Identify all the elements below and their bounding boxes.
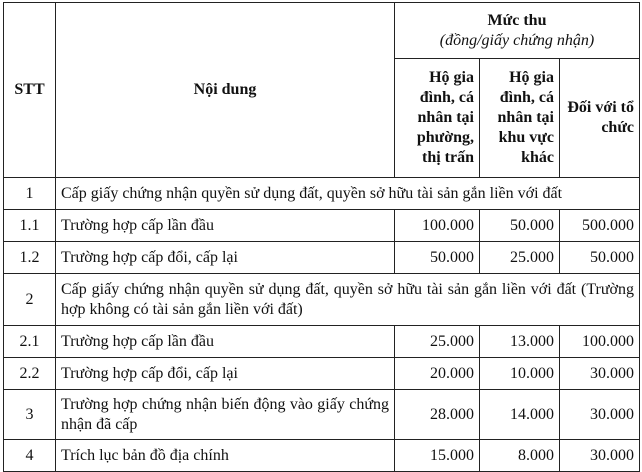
table-row <box>4 358 640 390</box>
header-muc-thu-label: Mức thu <box>487 11 547 29</box>
row-noi-dung: Cấp giấy chứng nhận quyền sử dụng đất, quyền sở hữu tài sản gắn liền với đất (Trường hợp không có tài sản gắn liền với đất) <box>56 274 640 326</box>
table-row <box>4 440 640 472</box>
row-fee-to-chuc: 30.000 <box>560 440 640 472</box>
row-noi-dung: Trường hợp cấp lần đầu <box>56 326 395 358</box>
row-fee-khac: 14.000 <box>480 390 560 440</box>
row-fee-phuong: 25.000 <box>395 326 480 358</box>
row-fee-to-chuc: 100.000 <box>560 326 640 358</box>
header-muc-thu-unit: (đồng/giấy chứng nhận) <box>439 31 595 49</box>
row-fee-to-chuc: 30.000 <box>560 390 640 440</box>
table-row <box>4 326 640 358</box>
row-noi-dung: Trích lục bản đồ địa chính <box>56 440 395 472</box>
row-fee-phuong: 28.000 <box>395 390 480 440</box>
row-fee-phuong: 15.000 <box>395 440 480 472</box>
table-row <box>4 178 640 210</box>
header-noi-dung: Nội dung <box>56 3 395 178</box>
header-muc-thu <box>395 3 640 59</box>
row-stt: 2.1 <box>4 326 56 358</box>
row-fee-phuong: 100.000 <box>395 210 480 242</box>
row-fee-to-chuc: 30.000 <box>560 358 640 390</box>
header-stt: STT <box>4 3 56 178</box>
row-stt: 1.2 <box>4 242 56 274</box>
header-col-to-chuc: Đối với tổ chức <box>560 59 640 178</box>
row-stt: 1 <box>4 178 56 210</box>
row-fee-khac: 8.000 <box>480 440 560 472</box>
table-row <box>4 210 640 242</box>
row-fee-phuong: 20.000 <box>395 358 480 390</box>
row-noi-dung: Trường hợp chứng nhận biến động vào giấy chứng nhận đã cấp <box>56 390 395 440</box>
row-stt: 4 <box>4 440 56 472</box>
header-col-khac: Hộ gia đình, cá nhân tại khu vực khác <box>480 59 560 178</box>
row-stt: 1.1 <box>4 210 56 242</box>
fee-table <box>3 2 640 472</box>
table-row <box>4 274 640 326</box>
row-fee-khac: 13.000 <box>480 326 560 358</box>
row-fee-phuong: 50.000 <box>395 242 480 274</box>
header-row-1 <box>4 3 640 59</box>
row-stt: 2.2 <box>4 358 56 390</box>
table-row <box>4 242 640 274</box>
row-noi-dung: Trường hợp cấp đổi, cấp lại <box>56 242 395 274</box>
row-stt: 2 <box>4 274 56 326</box>
header-col-phuong: Hộ gia đình, cá nhân tại phường, thị trấn <box>395 59 480 178</box>
row-fee-khac: 25.000 <box>480 242 560 274</box>
row-noi-dung: Cấp giấy chứng nhận quyền sử dụng đất, quyền sở hữu tài sản gắn liền với đất <box>56 178 640 210</box>
row-fee-to-chuc: 500.000 <box>560 210 640 242</box>
row-fee-to-chuc: 50.000 <box>560 242 640 274</box>
table-row <box>4 390 640 440</box>
row-fee-khac: 50.000 <box>480 210 560 242</box>
row-stt: 3 <box>4 390 56 440</box>
row-noi-dung: Trường hợp cấp lần đầu <box>56 210 395 242</box>
row-noi-dung: Trường hợp cấp đổi, cấp lại <box>56 358 395 390</box>
row-fee-khac: 10.000 <box>480 358 560 390</box>
